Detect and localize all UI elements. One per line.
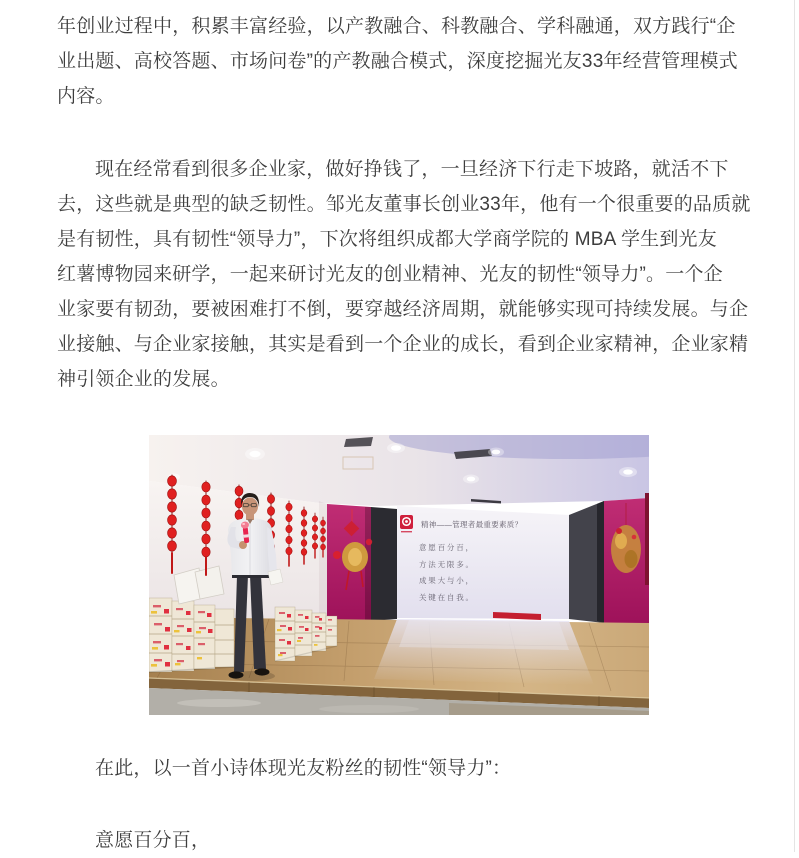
paragraph-4: [57, 823, 740, 858]
text-line: 年创业过程中，积累丰富经验，以产教融合、科教融合、学科融通，双方践行“企: [57, 16, 736, 37]
backdrop-wall: [327, 493, 649, 623]
shoe: [254, 668, 269, 675]
dark-panel-left: [371, 507, 397, 621]
paragraph-3: [57, 751, 740, 786]
slide-line: 意愿百分百，: [418, 543, 475, 552]
papers: [268, 569, 283, 585]
page-right-border: [794, 0, 795, 852]
shoe: [228, 671, 243, 678]
slide-line: 成果大与小，: [418, 576, 475, 585]
slide-line: 关键在自我。: [418, 593, 475, 602]
embedded-photo[interactable]: [57, 435, 740, 715]
text-line: 在此，以一首小诗体现光友粉丝的韧性“领导力”：: [95, 758, 512, 779]
text-line: 业家要有韧劲，要被困难打不倒，要穿越经济周期，就能够实现可持续发展。与企: [57, 299, 749, 320]
paragraph-1: [57, 9, 740, 114]
paragraph-2: [57, 152, 751, 397]
text-line: 业接触、与企业家接触，其实是看到一个企业的成长，看到企业家精神，企业家精: [57, 334, 749, 355]
right-edge-banner: [645, 493, 649, 585]
text-line: 去，这些就是典型的缺乏韧性。邹光友董事长创业33年，他有一个很重要的品质就: [57, 194, 751, 215]
text-line: 是有韧性，具有韧性“领导力”，下次将组织成都大学商学院的 MBA 学生到光友: [57, 229, 717, 250]
slide-title: 精神——管理者最重要素质？: [420, 520, 522, 529]
text-line: 现在经常看到很多企业家，做好挣钱了，一旦经济下行走下坡路，就活不下: [95, 159, 729, 180]
text-line: 神引领企业的发展。: [57, 369, 230, 390]
text-line: 意愿百分百，: [95, 830, 211, 851]
stage-photo: [149, 435, 649, 715]
text-line: 业出题、高校答题、市场问卷”的产教融合模式，深度挖掘光友33年经营管理模式: [57, 51, 738, 72]
text-line: 红薯博物园来研学，一起来研讨光友的创业精神、光友的韧性“领导力”。一个企: [57, 264, 723, 285]
text-line: 内容。: [57, 86, 115, 107]
slide-line: 方法无限多。: [418, 560, 475, 569]
